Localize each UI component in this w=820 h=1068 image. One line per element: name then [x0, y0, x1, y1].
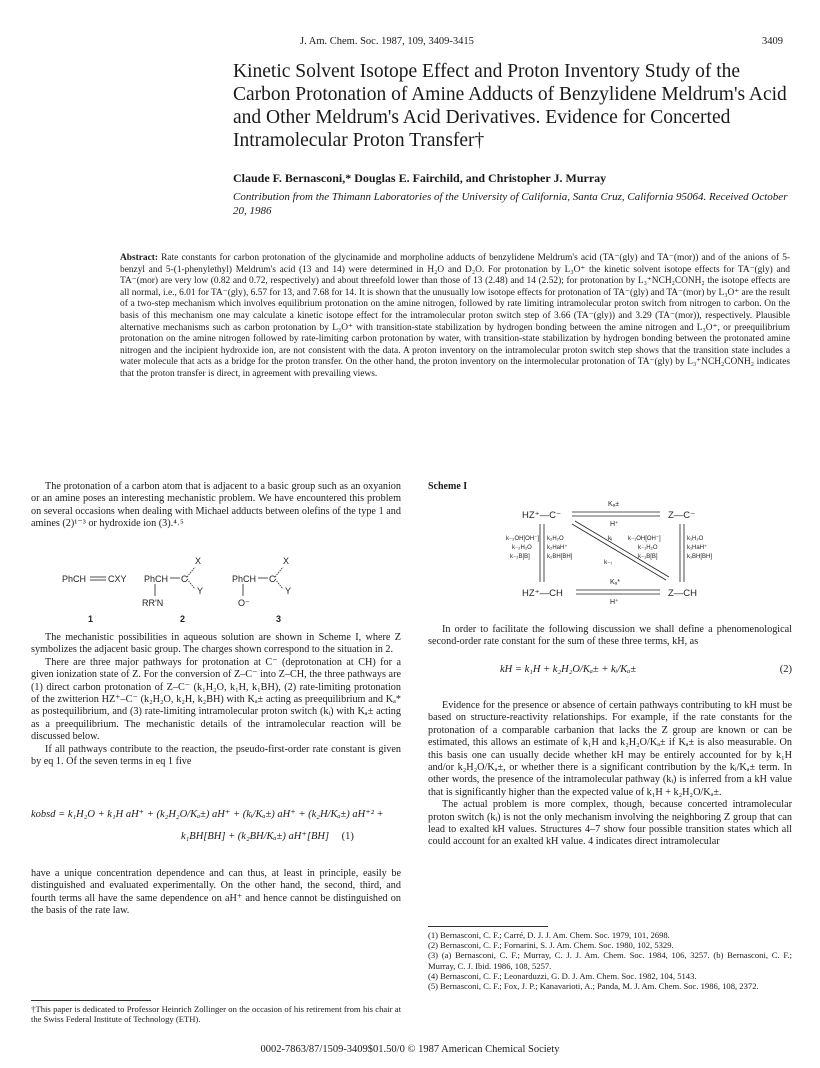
reference-item: (2) Bernasconi, C. F.; Fornarini, S. J. Am. Chem. Soc. 1980, 102, 5329.: [428, 940, 674, 951]
struct-label: Y: [285, 586, 292, 596]
abstract: [120, 253, 790, 381]
right-column-intro: [428, 624, 792, 649]
page-number: 3409: [762, 36, 783, 47]
scheme-constant: H⁺: [610, 599, 619, 606]
paragraph: If all pathways contribute to the reaction, the pseudo-first-order rate constant is given by eq 1. Of the seven terms in eq 1 five: [31, 743, 401, 768]
compound-number: 3: [276, 614, 282, 624]
paragraph: Evidence for the presence or absence of certain pathways contributing to kH must be based on structure-reactivity relationships. For example, if the rate constants for the protonation of a comparable carbanion that lacks the Z group are known or can be estimated, this allows an estimate of k₁H and k₂H₂O/Kₐ± if Kₐ± is also measurable. On this basis one can usually decide whether kH may be entirely accounted for by k₁H and/or k₂H₂O/Kₐ±, or whether there is a significant contribution by the kᵢ/Kₐ± term. In other words, the presence of the intramolecular pathway (kᵢ) is inferred from a kH value that is significantly higher than the expected value of k₁H + k₂H₂O/Kₐ±.: [428, 700, 792, 798]
reference-item: (4) Bernasconi, C. F.; Leonarduzzi, G. D. J. Am. Chem. Soc. 1982, 104, 5143.: [428, 970, 697, 981]
reference-item: (5) Bernasconi, C. F.; Fox, J. P.; Kanavarioti, A.; Panda, M. J. Am. Chem. Soc. 1986, 108, 2372.: [428, 981, 759, 992]
compound-number: 1: [88, 614, 94, 624]
scheme-species: Z—C⁻: [668, 510, 696, 521]
scheme-i: [506, 494, 720, 606]
references-rule: [428, 926, 548, 927]
scheme-constant: k₋₁B[B]: [638, 554, 658, 560]
abstract-label: Abstract:: [120, 253, 159, 263]
struct-label: X: [283, 556, 290, 566]
scheme-species: HZ⁺—CH: [522, 588, 563, 599]
affiliation: Contribution from the Thimann Laboratories of the University of California, Santa Cruz, California 95064. Received October 20, 1986: [233, 191, 788, 217]
left-column-body: [31, 632, 401, 768]
scheme-constant: H⁺: [610, 521, 619, 528]
scheme-constant: k₁H₂O: [687, 536, 704, 542]
scheme-constant: kᵢ: [608, 535, 613, 542]
author-list: Claude F. Bernasconi,* Douglas E. Fairchild, and Christopher J. Murray: [233, 171, 607, 185]
left-column-intro: [31, 481, 401, 531]
scheme-constant: k₁BH[BH]: [687, 554, 713, 560]
paragraph: The protonation of a carbon atom that is adjacent to a basic group such as an oxyanion or an amine poses an interesting mechanistic problem. We have encountered this problem on several occasions when dealing with Michael adducts between olefins of the type 1 and amines (2)¹⁻³ or hydroxide ion (3).⁴˒⁵: [31, 481, 401, 530]
eq1-number: (1): [341, 831, 354, 842]
eq1-line1: kobsd = k₁H₂O + k₁H aH⁺ + (k₂H₂O/Kₐ±) aH⁺ + (kᵢ/Kₐ±) aH⁺ + (k₂H/Kₐ±) aH⁺² +: [31, 809, 384, 820]
eq1-line2: k₁BH[BH] + (k₂BH/Kₐ±) aH⁺[BH]: [181, 831, 330, 842]
structures-1-3: [60, 552, 360, 626]
struct-label: RR'N: [142, 598, 164, 608]
paper-title: Kinetic Solvent Isotope Effect and Proton Inventory Study of the Carbon Protonation of Amine Adducts of Benzylidene Meldrum's Acid and Other Meldrum's Acid Derivatives. Evidence for Concerted Intramolecular Proton Transfer†: [233, 61, 787, 151]
scheme-constant: k₂H₂O: [547, 536, 564, 542]
scheme-constant: k₂HaH⁺: [547, 545, 568, 551]
scheme-species: HZ⁺—C⁻: [522, 510, 562, 521]
scheme-constant: k₋₂B[B]: [510, 554, 530, 560]
reference-item: (3) (a) Bernasconi, C. F.; Murray, C. J. J. Am. Chem. Soc. 1984, 106, 3257. (b) Bernasconi, C. F.; Murray, C. J. Ibid. 1986, 108, 5257.: [428, 950, 792, 971]
dedication-footnote: †This paper is dedicated to Professor Heinrich Zollinger on the occasion of his retirement from his chair at the Swiss Federal Institute of Technology (ETH).: [31, 1004, 401, 1025]
scheme-constant: Kₐ*: [610, 579, 620, 586]
scheme-constant: k₋₁H₂O: [638, 545, 658, 551]
page-footer: 0002-7863/87/1509-3409$01.50/0 © 1987 American Chemical Society: [260, 1044, 560, 1055]
scheme-constant: k₋₁OH[OH⁻]: [628, 536, 661, 542]
struct-label: Y: [197, 586, 204, 596]
scheme-species: Z—CH: [668, 588, 698, 599]
eq2-body: kH = k₁H + k₂H₂O/Kₐ± + kᵢ/Kₐ±: [500, 664, 637, 675]
struct-label: PhCH: [232, 574, 257, 584]
scheme-constant: k₂BH[BH]: [547, 554, 573, 560]
right-column-body: [428, 700, 792, 849]
equation-1: [31, 808, 401, 842]
reference-item: (1) Bernasconi, C. F.; Carré, D. J. J. Am. Chem. Soc. 1979, 101, 2698.: [428, 930, 670, 940]
scheme-constant: k₋ᵢ: [604, 559, 612, 566]
paragraph: have a unique concentration dependence and can thus, at least in principle, easily be distinguished and evaluated experimentally. On the other hand, the second, third, and fourth terms all have the same dependence on aH⁺ and hence cannot be distinguished on the basis of the rate law.: [31, 868, 401, 917]
paragraph: In order to facilitate the following discussion we shall define a phenomenological second-order rate constant for the sum of these three terms, kH, as: [428, 624, 792, 648]
struct-label: C: [269, 574, 276, 584]
equation-2: [500, 664, 792, 675]
scheme-constant: k₋₂H₂O: [512, 545, 532, 551]
struct-label: O⁻: [238, 598, 250, 608]
scheme-constant: k₋₂OH[OH⁻]: [506, 536, 539, 542]
compound-number: 2: [180, 614, 186, 624]
references: [428, 930, 792, 991]
paragraph: There are three major pathways for protonation at C⁻ (deprotonation at CH) for a given ionization state of Z. For the conversion of Z–C⁻ into Z–CH, the three pathways are (1) direct carbon protonation of Z–C⁻ (k₁H₂O, k₁H, k₁BH), (2) rate-limiting protonation of the zwitterion HZ⁺–C⁻ (k₂H₂O, k₂H, k₂BH) with Kₐ± acting as preequilibrium and Kₐ* as postequilibrium, and (3) rate-limiting intramolecular proton switch (kᵢ) with Kₐ± acting as a preequilibrium. The mechanistic details of the intramolecular reaction will be discussed below.: [31, 656, 401, 743]
struct-label: X: [195, 556, 202, 566]
struct-label: C: [181, 574, 188, 584]
paragraph: The actual problem is more complex, though, because concerted intramolecular proton switch (kᵢ) is not the only mechanism involving the neighboring Z group that can lead to exalted kH values. Structures 4–7 show four possible transition states which all could account for an exalted kH value. 4 indicates direct intramolecular: [428, 799, 792, 848]
scheme-constant: Kₐ±: [608, 501, 620, 508]
struct-label: CXY: [108, 574, 127, 584]
abstract-text: Rate constants for carbon protonation of the glycinamide and morpholine adducts of benzylidene Meldrum's acid (TA⁻(gly) and TA⁻(mor)) and of the anions of 5-benzyl and 5-(1-phenylethyl) Meldrum's acid (13 and 14) were determined in H₂O and D₂O. For protonation by L₃O⁺ the kinetic solvent isotope effects for TA⁻(gly) and TA⁻(mor) are very low (0.82 and 0.72, respectively) and about threefold lower than those of 13 (2.48) and 14 (2.52); for protonation by L₃⁺NCH₂CONH₂ the isotope effects are all normal, i.e., 6.01 for TA⁻(gly), 6.57 for 13, and 7.68 for 14. It is shown that the unusually low isotope effects for protonation of TA⁻(gly) and TA⁻(mor) by L₃O⁺ are the result of a two-step mechanism which involves equilibrium protonation on the amine nitrogen, followed by rate limiting intramolecular proton switch from nitrogen to carbon. On the basis of this mechanism one may calculate a kinetic isotope effect for the intramolecular proton switch step of 3.66 (TA⁻(gly)) and 3.29 (TA⁻(mor)), respectively. Plausible alternative mechanisms such as carbon protonation by L₃O⁺ with transition-state stabilization by hydrogen bonding between the amine nitrogen and L₃O⁺, or preequilibrium protonation on the amine nitrogen followed by rate-limiting carbon protonation by water, with transition-state stabilization by hydrogen bonding between the protonated amine nitrogen and the incipient hydroxide ion, are not consistent with the data. A proton inventory on the intramolecular proton switch step shows that the transition state includes a water molecule that acts as a bridge for the proton transfer. On the other hand, the proton inventory on the intermolecular protonation of TA⁻(gly) by L₃⁺NCH₂CONH₂ indicates that the proton transfer is direct, in agreement with prevailing views.: [120, 253, 790, 379]
paragraph: The mechanistic possibilities in aqueous solution are shown in Scheme I, where Z symbolizes the adjacent basic group. The charges shown correspond to the situation in 2.: [31, 632, 401, 656]
scheme-constant: k₁HaH⁺: [687, 545, 708, 551]
journal-citation: J. Am. Chem. Soc. 1987, 109, 3409-3415: [300, 36, 474, 47]
scheme-label: Scheme I: [428, 481, 468, 492]
left-column-after-eq: [31, 868, 401, 918]
struct-label: PhCH: [144, 574, 169, 584]
struct-label: PhCH: [62, 574, 87, 584]
eq2-number: (2): [779, 664, 792, 675]
footnote-rule: [31, 1000, 151, 1001]
